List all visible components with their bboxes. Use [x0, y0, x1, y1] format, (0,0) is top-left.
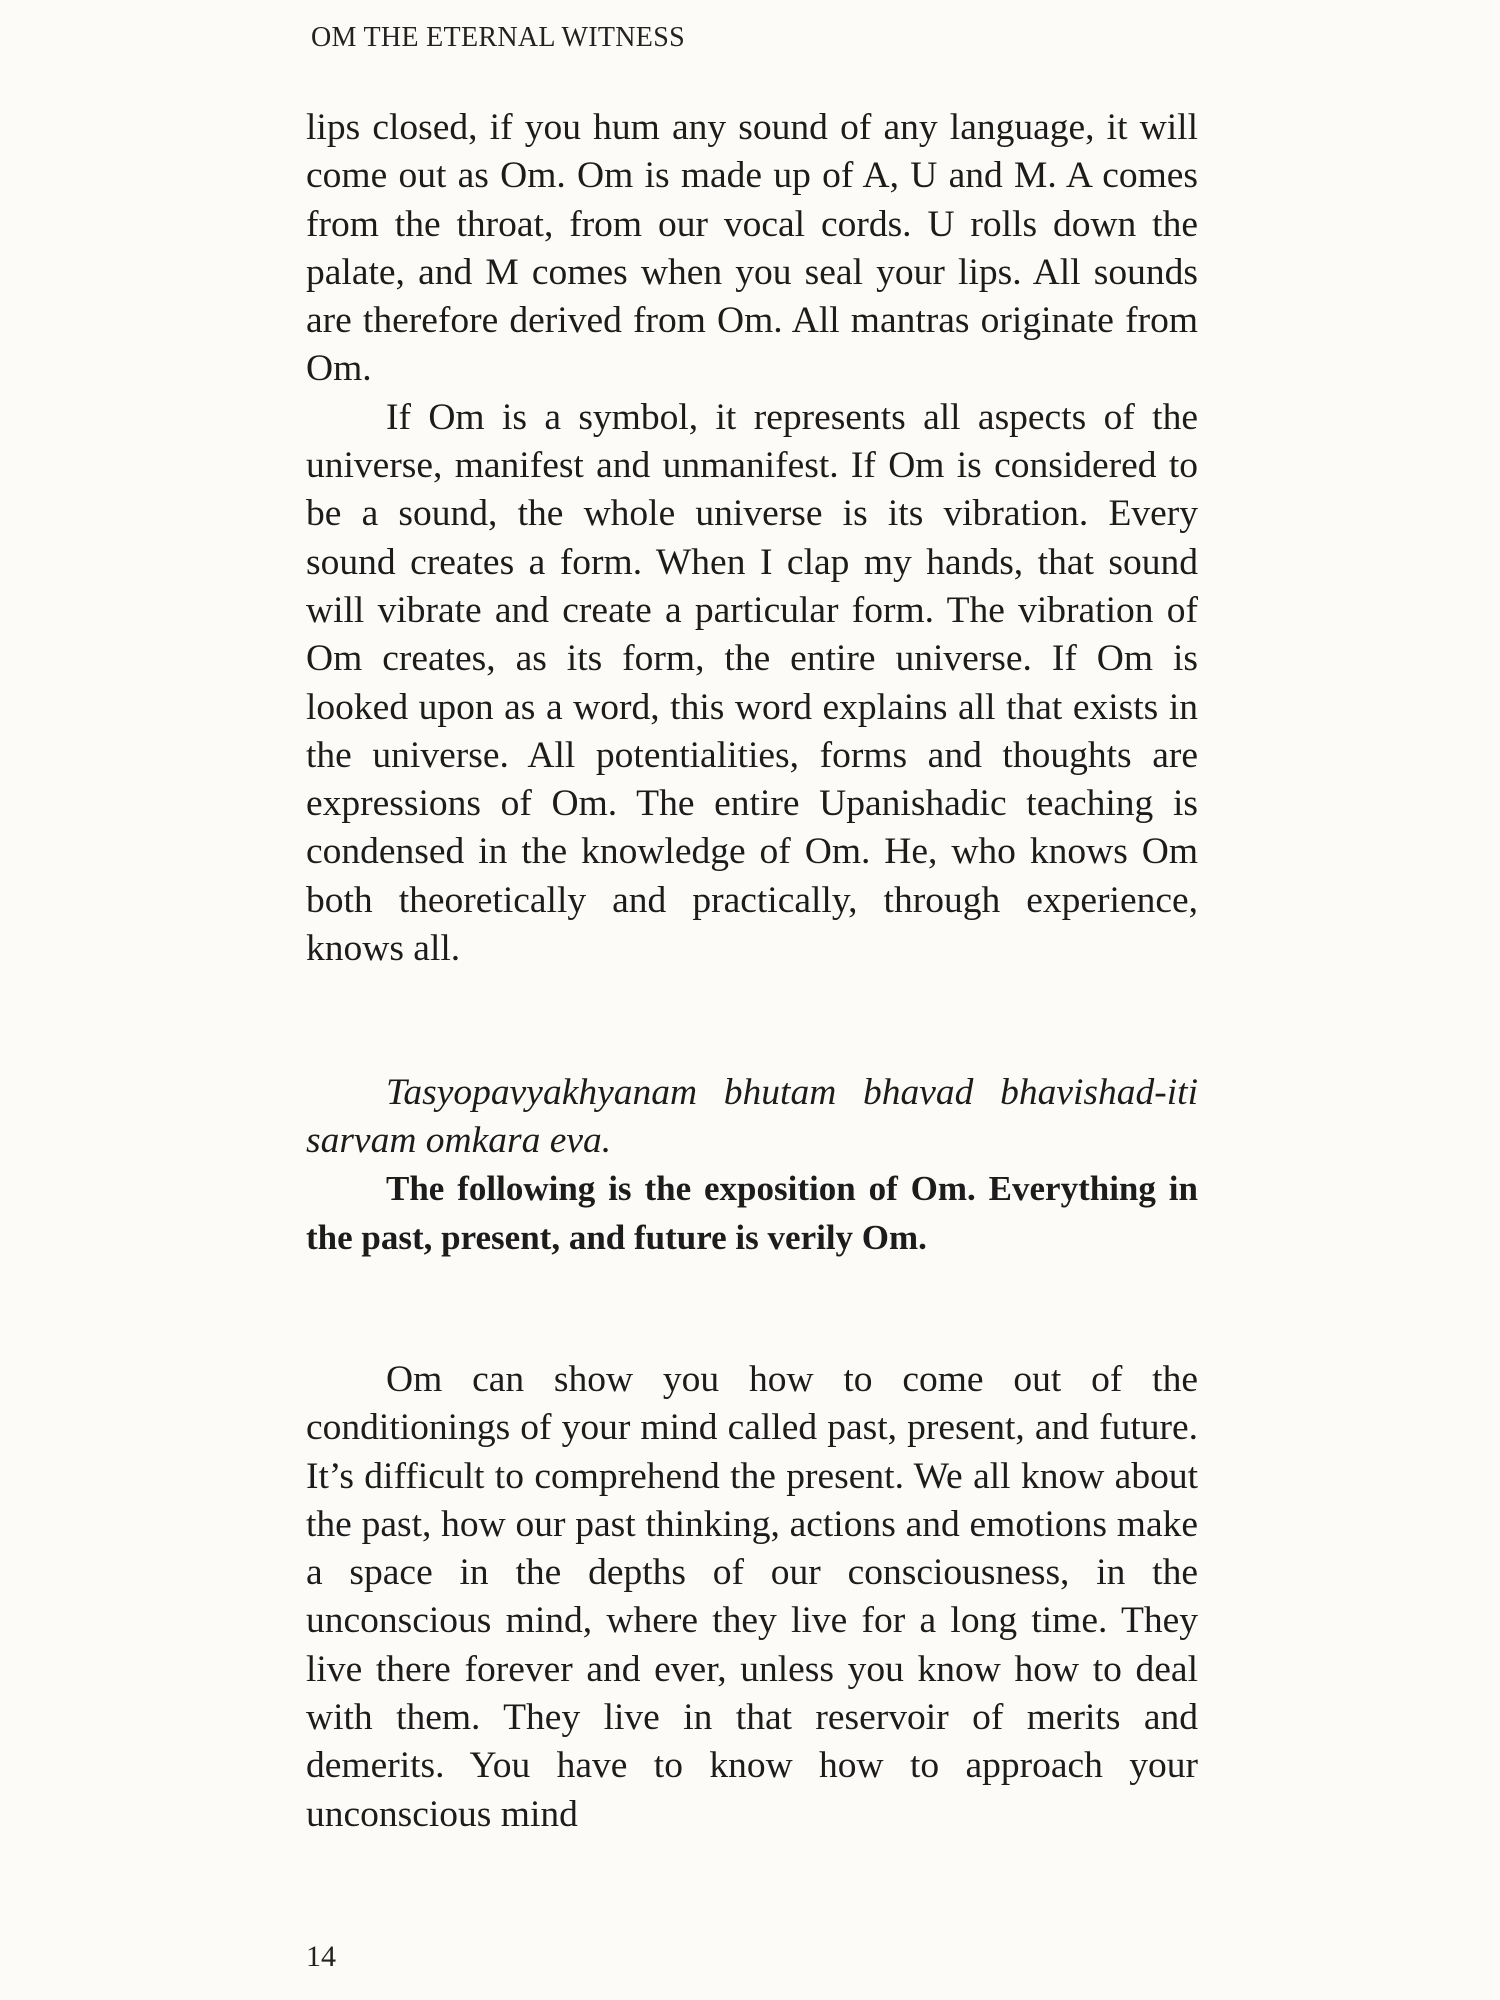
- paragraph-conditionings: Om can show you how to come out of the conditionings of your mind called past, present, and future. It’s difficult to comprehend the present. We all know about the past, how our past thinking, actions and emotions make a space in the depths of our consciousness, in the unconscious mind, where they live for a long time. They live there forever and ever, unless you know how to deal with them. They live in that reservoir of merits and demerits. You have to know how to approach your unconscious mind: [306, 1359, 1198, 1835]
- sanskrit-verse: [306, 1069, 1198, 1165]
- paragraph-om-symbol: If Om is a symbol, it represents all aspects of the universe, manifest and unmanifest. If Om is considered to be a sound, the whole universe is its vibration. Every sound creates a form. When I clap my hands, that sound will vibrate and create a particular form. The vibration of Om creates, as its form, the entire universe. If Om is looked upon as a word, this word explains all that exists in the universe. All potentialities, forms and thoughts are expressions of Om. The entire Upanishadic teaching is condensed in the knowledge of Om. He, who knows Om both theoretically and practically, through experience, knows all.: [306, 396, 1198, 970]
- page-number: 14: [306, 1940, 336, 1973]
- verse-translation: [306, 1165, 1198, 1262]
- text-block-bottom: [306, 1356, 1198, 1839]
- running-head: OM THE ETERNAL WITNESS: [311, 22, 685, 53]
- verse-translation-text: The following is the exposition of Om. Everything in the past, present, and future is verily Om.: [306, 1169, 1198, 1257]
- sanskrit-verse-text: Tasyopavyakhyanam bhutam bhavad bhavishad-iti sarvam omkara eva.: [306, 1072, 1198, 1161]
- paragraph-continued: lips closed, if you hum any sound of any language, it will come out as Om. Om is made up of A, U and M. A comes from the throat, from our vocal cords. U rolls down the palate, and M comes when you seal your lips. All sounds are therefore derived from Om. All mantras originate from Om.: [306, 107, 1198, 390]
- text-block-top: [306, 104, 1198, 973]
